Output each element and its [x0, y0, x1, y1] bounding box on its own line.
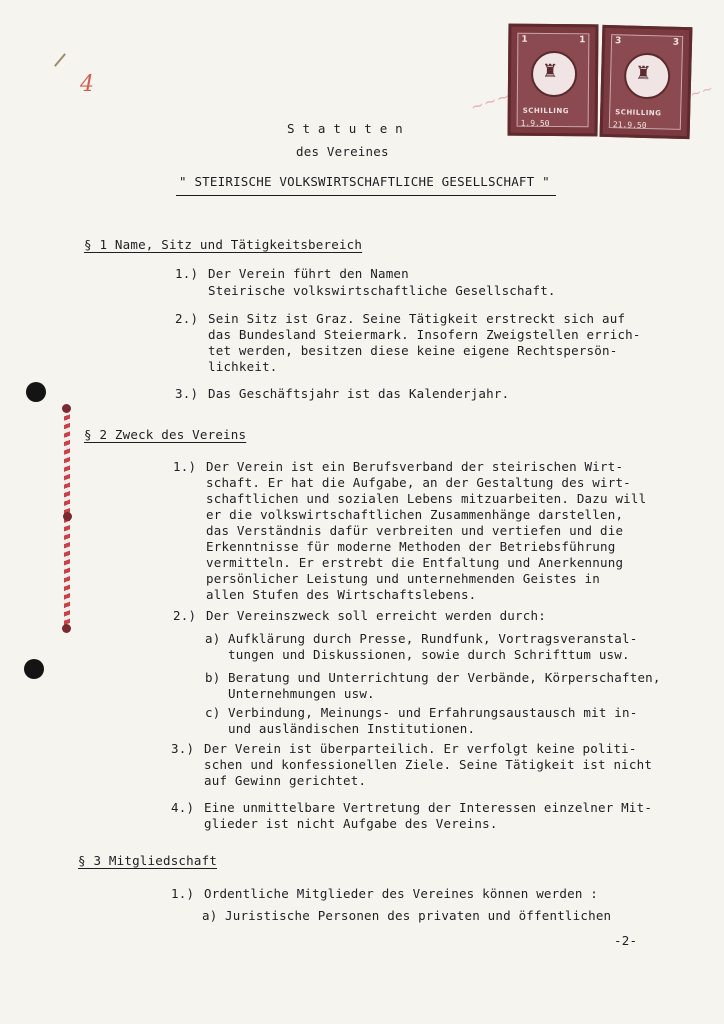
text-line: Aufklärung durch Presse, Rundfunk, Vortragsveranstal-	[228, 631, 638, 646]
text-line: das Bundesland Steiermark. Insofern Zweigstellen errich-	[208, 327, 641, 342]
subitem-letter: b)	[205, 670, 221, 685]
text-line: auf Gewinn gerichtet.	[204, 773, 367, 788]
text-line: tungen und Diskussionen, sowie durch Schrifttum usw.	[228, 647, 630, 662]
text-line: Unternehmungen usw.	[228, 686, 375, 701]
text-line: Sein Sitz ist Graz. Seine Tätigkeit erstreckt sich auf	[208, 311, 626, 326]
item-number: 1.)	[175, 266, 199, 281]
text-line: tet werden, besitzen diese keine eigene Rechtspersön-	[208, 343, 618, 358]
text-line: Das Geschäftsjahr ist das Kalenderjahr.	[208, 386, 510, 401]
page-number: -2-	[614, 933, 638, 948]
text-line: schaft. Er hat die Aufgabe, an der Gestaltung des wirt-	[206, 475, 631, 490]
item-number: 2.)	[173, 608, 197, 623]
text-line: Der Verein führt den Namen	[208, 266, 409, 281]
text-line: er die volkswirtschaftlichen Zusammenhänge darstellen,	[206, 507, 624, 522]
title-line-1: S t a t u t e n	[287, 121, 403, 136]
section-2-heading: § 2 Zweck des Vereins	[84, 427, 247, 442]
title-line-3: " STEIRISCHE VOLKSWIRTSCHAFTLICHE GESELLSCHAFT "	[179, 174, 550, 189]
eagle-icon: ♜	[541, 60, 559, 83]
subitem-letter: a)	[202, 908, 218, 923]
title-underline	[176, 195, 556, 196]
text-line: Ordentliche Mitglieder des Vereines können werden :	[204, 886, 599, 901]
text-line: das Verständnis dafür verbreiten und vertiefen und die	[206, 523, 624, 538]
punch-hole-top	[26, 382, 46, 402]
text-line: glieder ist nicht Aufgabe des Vereins.	[204, 816, 498, 831]
text-line: Beratung und Unterrichtung der Verbände, Körperschaften,	[228, 670, 661, 685]
revenue-stamp-2: 3 3 ♜ SCHILLING 21.9.50	[600, 25, 693, 139]
text-line: lichkeit.	[208, 359, 278, 374]
revenue-stamp-1: 1 1 ♜ SCHILLING 1.9.50	[508, 24, 599, 137]
item-number: 3.)	[171, 741, 195, 756]
section-1-heading: § 1 Name, Sitz und Tätigkeitsbereich	[84, 237, 363, 252]
subitem-letter: c)	[205, 705, 221, 720]
cancellation-ink: ~~	[688, 80, 716, 104]
cord-knot-middle	[63, 512, 72, 521]
text-line: allen Stufen des Wirtschaftslebens.	[206, 587, 477, 602]
text-line: Der Verein ist überparteilich. Er verfolgt keine politi-	[204, 741, 637, 756]
eagle-icon: ♜	[634, 62, 652, 85]
text-line: Juristische Personen des privaten und öffentlichen	[225, 908, 612, 923]
cord-knot-bottom	[62, 624, 71, 633]
text-line: Erkenntnisse für moderne Methoden der Betriebsführung	[206, 539, 616, 554]
text-line: Verbindung, Meinungs- und Erfahrungsaustausch mit in-	[228, 705, 638, 720]
cord-knot-top	[62, 404, 71, 413]
text-line: und ausländischen Institutionen.	[228, 721, 476, 736]
text-line: vermitteln. Er erstrebt die Entfaltung und Anerkennung	[206, 555, 624, 570]
text-line: Der Verein ist ein Berufsverband der steirischen Wirt-	[206, 459, 624, 474]
subitem-letter: a)	[205, 631, 221, 646]
margin-mark: 4	[80, 72, 94, 97]
item-number: 1.)	[173, 459, 197, 474]
punch-hole-bottom	[24, 659, 44, 679]
text-line: schaftlichen und sozialen Lebens mitzuarbeiten. Dazu will	[206, 491, 647, 506]
item-number: 2.)	[175, 311, 199, 326]
text-line: Eine unmittelbare Vertretung der Interessen einzelner Mit-	[204, 800, 653, 815]
title-line-2: des Vereines	[296, 144, 389, 159]
cancellation-ink: ~~~	[468, 86, 513, 117]
section-3-heading: § 3 Mitgliedschaft	[78, 853, 218, 868]
item-number: 4.)	[171, 800, 195, 815]
item-number: 1.)	[171, 886, 195, 901]
item-number: 3.)	[175, 386, 199, 401]
pencil-mark	[54, 53, 66, 67]
text-line: Der Vereinszweck soll erreicht werden durch:	[206, 608, 546, 623]
text-line: persönlicher Leistung und unternehmenden Geistes in	[206, 571, 601, 586]
text-line: Steirische volkswirtschaftliche Gesellschaft.	[208, 283, 556, 298]
text-line: schen und konfessionellen Ziele. Seine Tätigkeit ist nicht	[204, 757, 653, 772]
